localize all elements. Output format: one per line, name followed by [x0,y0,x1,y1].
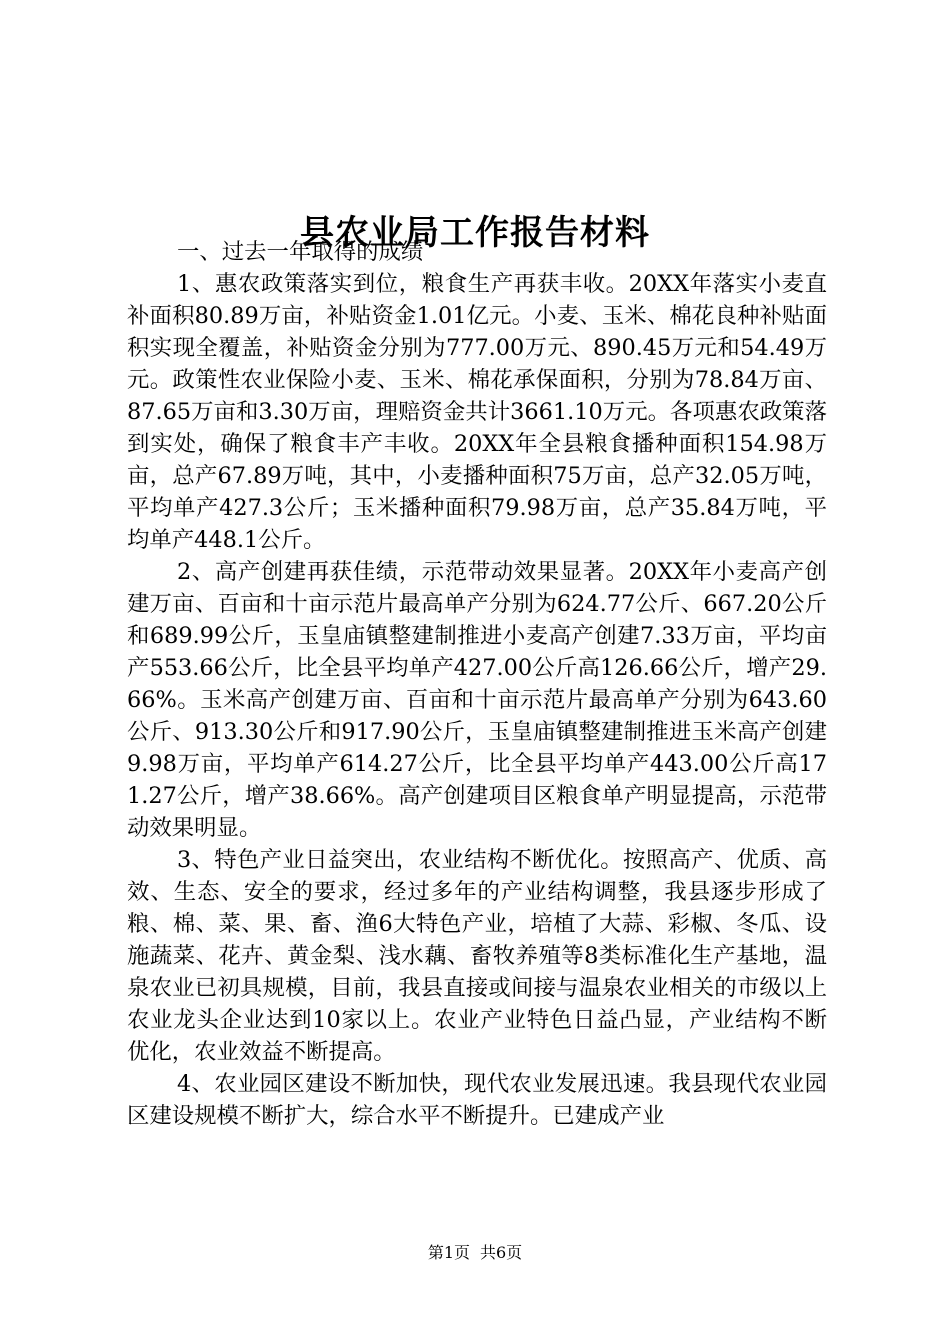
paragraph-1: 1、惠农政策落实到位，粮食生产再获丰收。20XX年落实小麦直补面积80.89万亩，补贴资金1.01亿元。小麦、玉米、棉花良种补贴面积实现全覆盖，补贴资金分别为777.00万元、890.45万元和54.49万元。政策性农业保险小麦、玉米、棉花承保面积，分别为78.84万亩、87.65万亩和3.30万亩，理赔资金共计3661.10万元。各项惠农政策落到实处，确保了粮食丰产丰收。20XX年全县粮食播种面积154.98万亩，总产67.89万吨，其中，小麦播种面积75万亩，总产32.05万吨，平均单产427.3公斤；玉米播种面积79.98万亩，总产35.84万吨，平均单产448.1公斤。 [127,271,827,553]
paragraph-2: 2、高产创建再获佳绩，示范带动效果显著。20XX年小麦高产创建万亩、百亩和十亩示范片最高单产分别为624.77公斤、667.20公斤和689.99公斤，玉皇庙镇整建制推进小麦高产创建7.33万亩，平均亩产553.66公斤，比全县平均单产427.00公斤高126.66公斤，增产29.66%。玉米高产创建万亩、百亩和十亩示范片最高单产分别为643.60公斤、913.30公斤和917.90公斤，玉皇庙镇整建制推进玉米高产创建9.98万亩，平均单产614.27公斤，比全县平均单产443.00公斤高171.27公斤，增产38.66%。高产创建项目区粮食单产明显提高，示范带动效果明显。 [127,559,827,841]
page-number: 第1页 [427,1243,470,1262]
page-footer [0,1243,950,1263]
paragraph-4: 4、农业园区建设不断加快，现代农业发展迅速。我县现代农业园区建设规模不断扩大，综合水平不断提升。已建成产业 [127,1071,827,1129]
document-title: 县农业局工作报告材料 [300,212,650,253]
section-heading: 一、过去一年取得的成绩 [177,239,424,265]
paragraph-3: 3、特色产业日益突出，农业结构不断优化。按照高产、优质、高效、生态、安全的要求，经过多年的产业结构调整，我县逐步形成了粮、棉、菜、果、畜、渔6大特色产业，培植了大蒜、彩椒、冬瓜、设施蔬菜、花卉、黄金梨、浅水藕、畜牧养殖等8类标准化生产基地，温泉农业已初具规模，目前，我县直接或间接与温泉农业相关的市级以上农业龙头企业达到10家以上。农业产业特色日益凸显，产业结构不断优化，农业效益不断提高。 [127,847,827,1065]
document-body [127,236,827,1132]
page-total: 共6页 [480,1243,523,1262]
